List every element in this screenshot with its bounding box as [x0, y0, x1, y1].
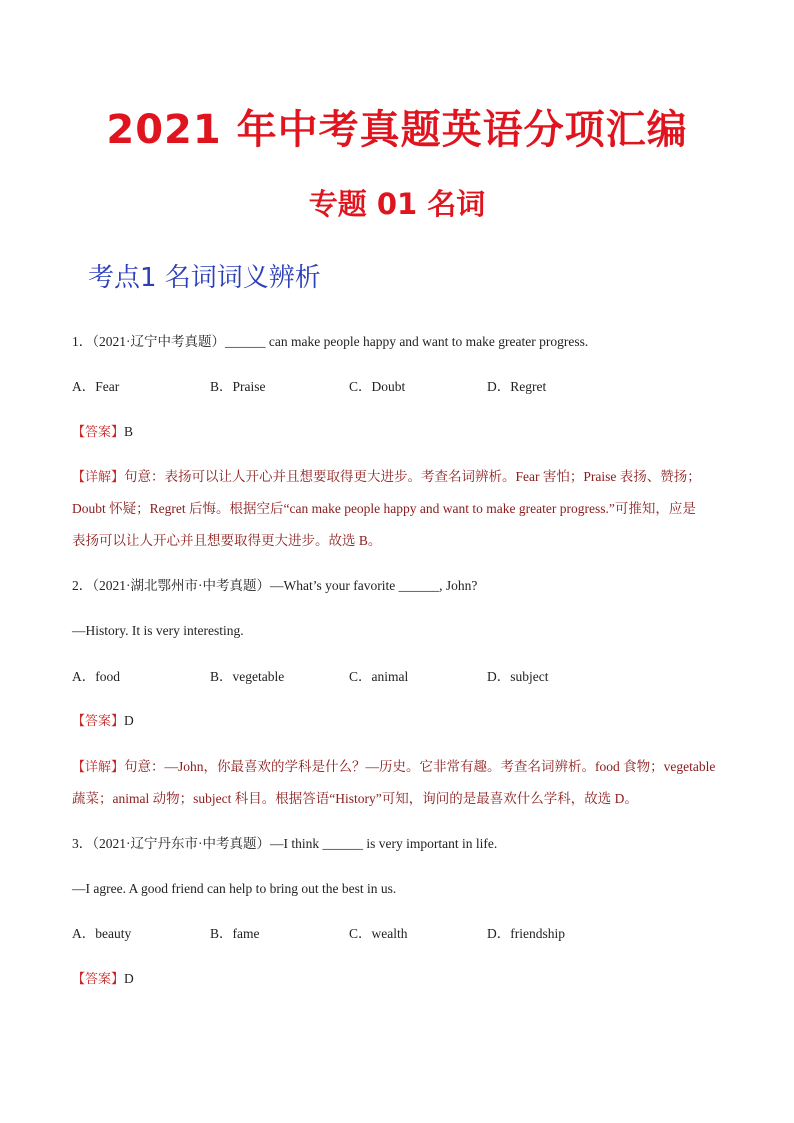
document-subtitle: 专题 01 名词 [308, 187, 486, 221]
question-2-option-c: C．animal [349, 669, 409, 684]
question-1-option-c: C．Doubt [349, 379, 406, 394]
answer-tag: 【答案】 [72, 972, 125, 987]
question-1-option-b: B．Praise [210, 379, 266, 394]
question-1-detail-line-1 [72, 467, 701, 488]
question-1-option-a: A．Fear [72, 379, 120, 394]
question-1-detail-line-2: Doubt 怀疑；Regret 后悔。根据空后“can make people happy and want to make greater progress.”可推知，应是 [72, 501, 696, 516]
detail-text: 句意：—John，你最喜欢的学科是什么？—历史。它非常有趣。考查名词辨析。food 食物；vegetable [124, 759, 716, 774]
question-3-option-b: B．fame [210, 926, 260, 941]
question-2-option-d: D．subject [487, 669, 549, 684]
question-2-answer [72, 711, 134, 732]
question-2-reply: —History. It is very interesting. [72, 623, 244, 638]
question-1-option-d: D．Regret [487, 379, 547, 394]
document-title: 2021 年中考真题英语分项汇编 [106, 107, 688, 153]
answer-value: D [124, 713, 134, 728]
question-2-option-b: B．vegetable [210, 669, 285, 684]
question-2-detail-line-2: 蔬菜；animal 动物；subject 科目。根据答语“History”可知，询问的是最喜欢什么学科，故选 D。 [72, 791, 638, 806]
section-heading: 考点1 名词词义辨析 [88, 263, 321, 293]
question-3-option-c: C．wealth [349, 926, 408, 941]
question-2-option-a: A．food [72, 669, 120, 684]
answer-value: D [124, 971, 134, 986]
question-1-answer [72, 422, 133, 443]
question-1-detail-line-3: 表扬可以让人开心并且想要取得更大进步。故选 B。 [72, 533, 382, 548]
answer-tag: 【答案】 [72, 425, 125, 440]
answer-value: B [124, 424, 134, 439]
question-3-reply: —I agree. A good friend can help to bring out the best in us. [72, 881, 397, 896]
question-3-stem: 3．（2021·辽宁丹东市·中考真题）—I think ______ is very important in life. [72, 836, 498, 851]
question-2-stem: 2．（2021·湖北鄂州市·中考真题）—What’s your favorite ______, John? [72, 578, 478, 593]
detail-text: 句意：表扬可以让人开心并且想要取得更大进步。考查名词辨析。Fear 害怕；Praise 表扬、赞扬； [124, 469, 701, 484]
question-1-stem: 1．（2021·辽宁中考真题）______ can make people happy and want to make greater progress. [72, 334, 589, 349]
answer-tag: 【答案】 [72, 714, 125, 729]
question-3-option-d: D．friendship [487, 926, 565, 941]
question-3-answer [72, 969, 134, 990]
question-3-option-a: A．beauty [72, 926, 132, 941]
detail-tag: 【详解】 [72, 470, 125, 485]
detail-tag: 【详解】 [72, 760, 125, 775]
question-2-detail-line-1 [72, 757, 715, 778]
